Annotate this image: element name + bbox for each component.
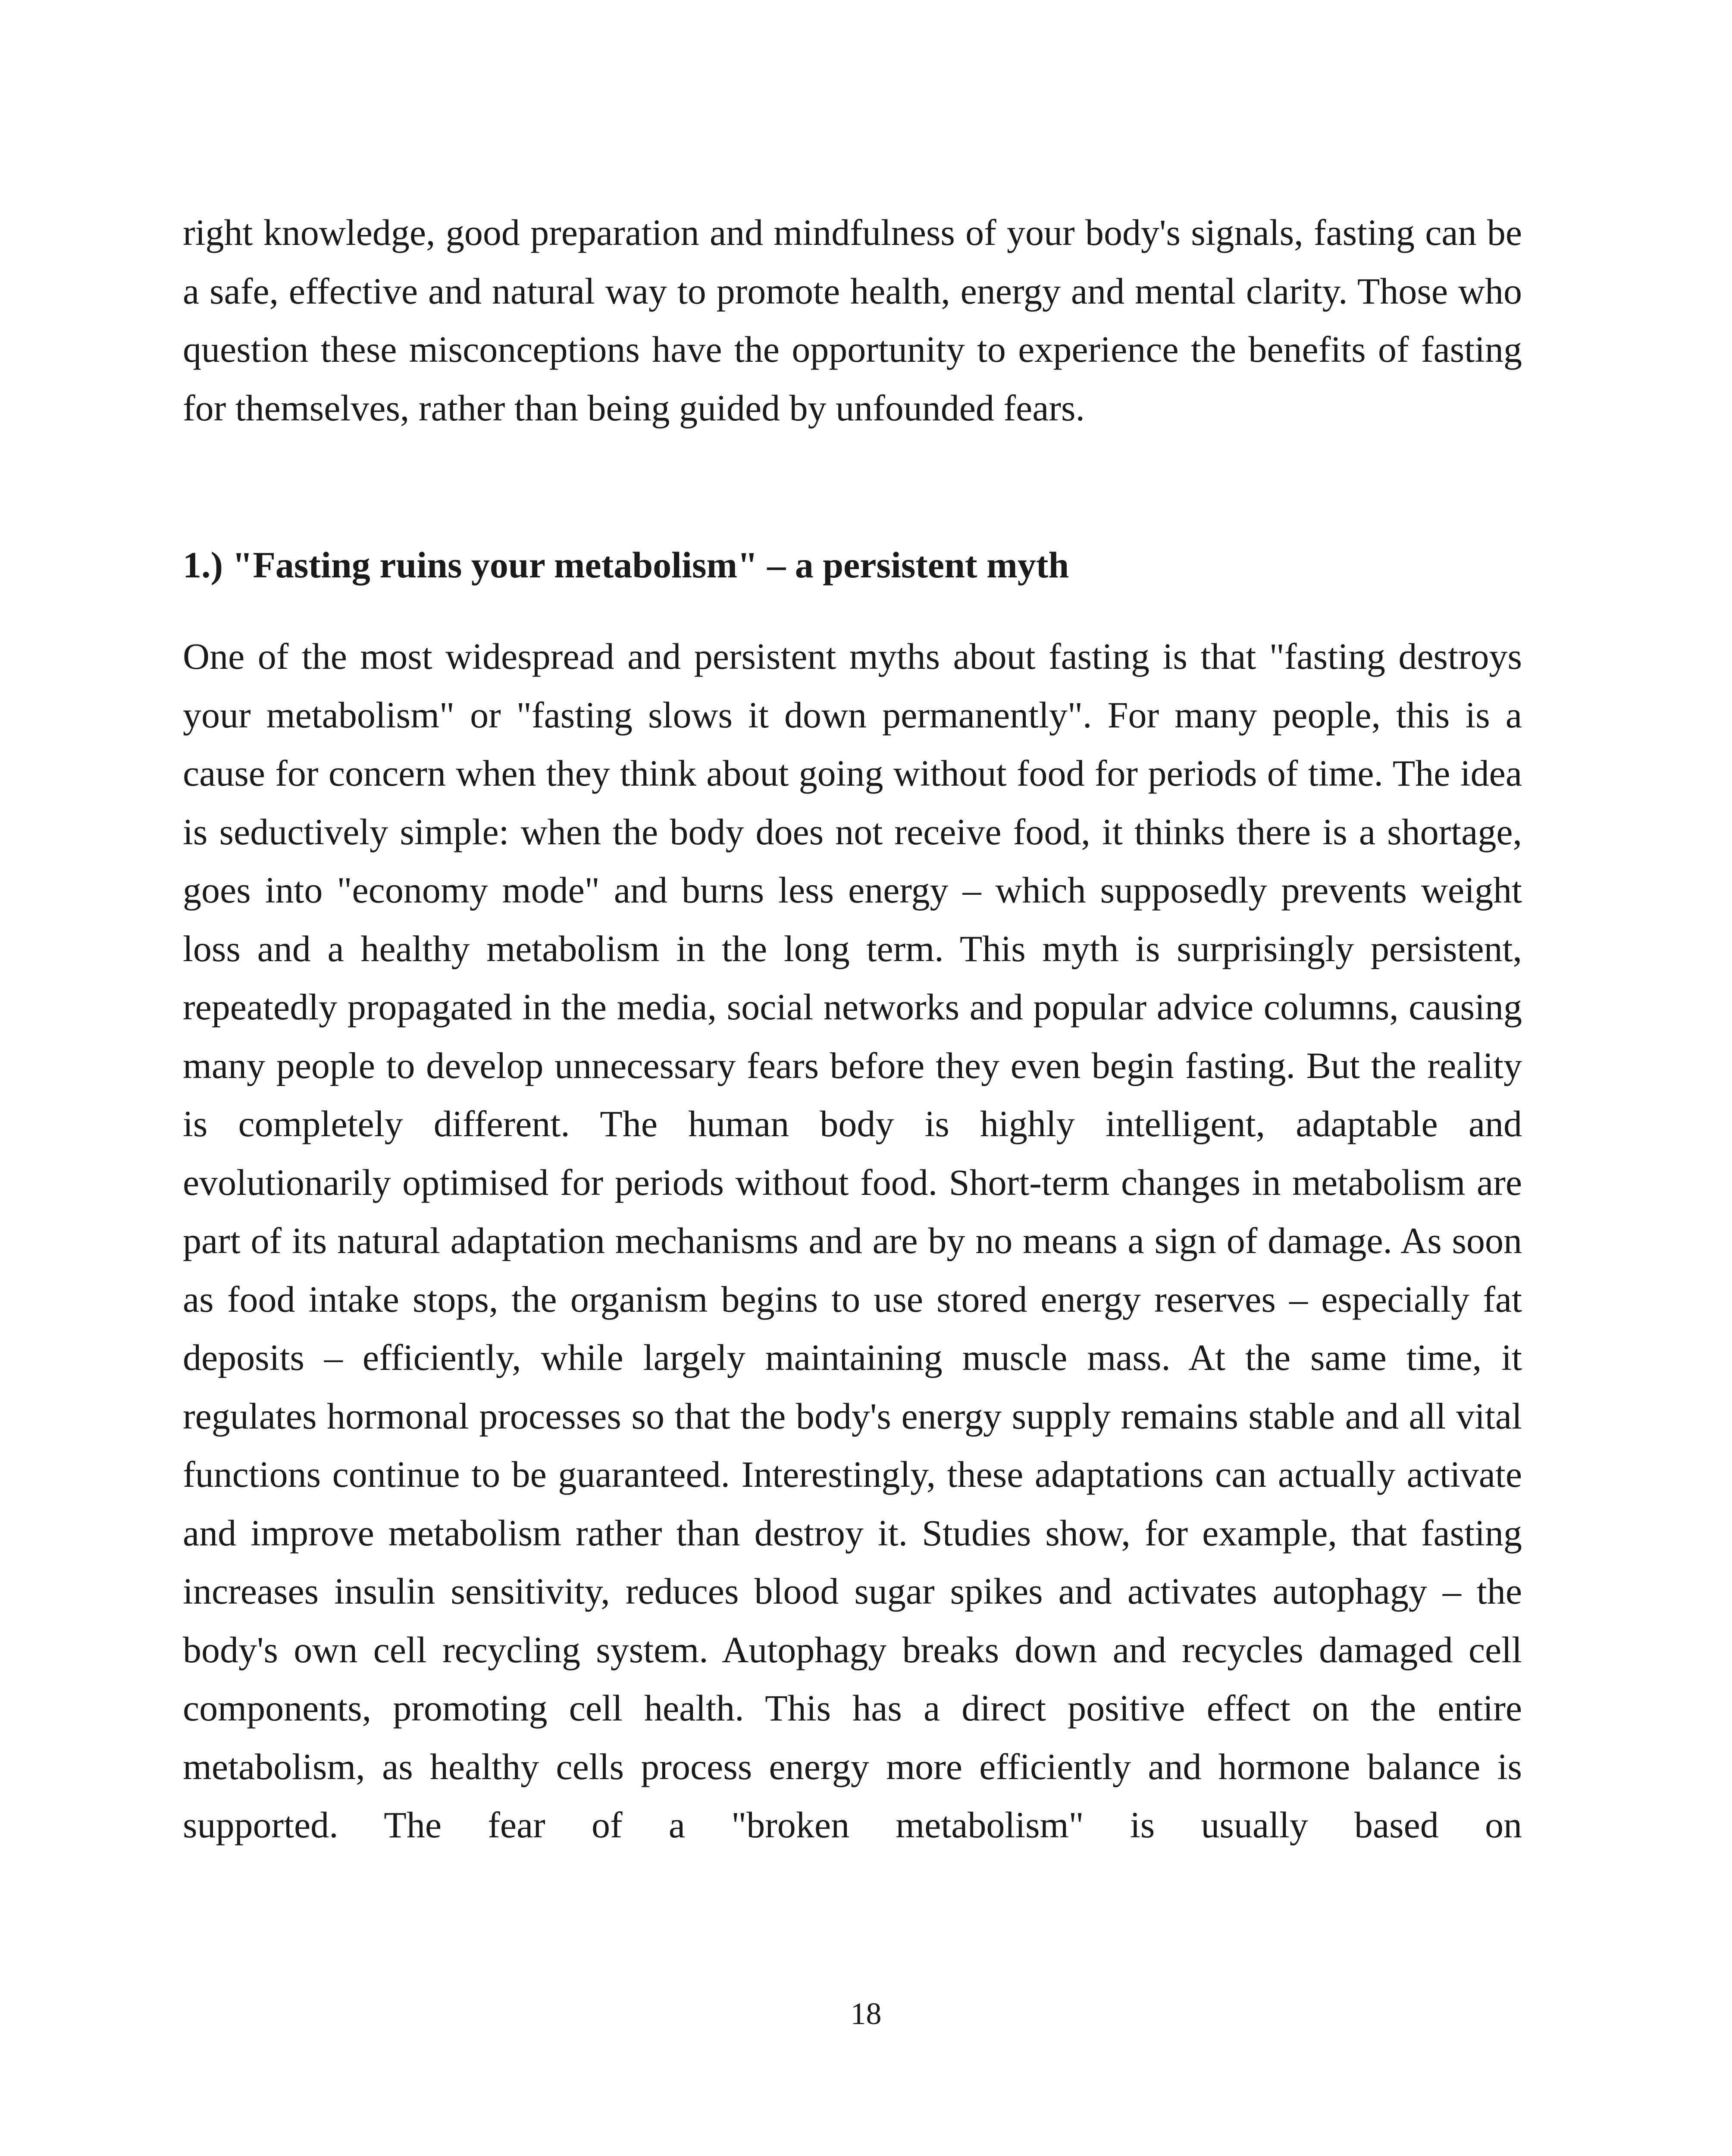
body-paragraph-intro: right knowledge, good preparation and mindfulness of your body's signals, fasting can be a safe, effective and natural way to promote health, energy and mental clarity. Those who question these misconceptions have the opportunity to experience the benefits of fasting for themselves, rather than being guided by unfounded fears. [183,212,1522,429]
section-heading: 1.) "Fasting ruins your metabolism" – a persistent myth [183,544,1069,586]
body-paragraph-main: One of the most widespread and persistent myths about fasting is that "fasting destroys your metabolism" or "fasting slows it down permanently". For many people, this is a cause for concern when they think about going without food for periods of time. The idea is seductively simple: when the body does not receive food, it thinks there is a shortage, goes into "economy mode" and burns less energy – which supposedly prevents weight loss and a healthy metabolism in the long term. This myth is surprisingly persistent, repeatedly propagated in the media, social networks and popular advice columns, causing many people to develop unnecessary fears before they even begin fasting. But the reality is completely different. The human body is highly intelligent, adaptable and evolutionarily optimised for periods without food. Short-term changes in metabolism are part of its natural adaptation mechanisms and are by no means a sign of damage. As soon as food intake stops, the organism begins to use stored energy reserves – especially fat deposits – efficiently, while largely maintaining muscle mass. At the same time, it regulates hormonal processes so that the body's energy supply remains stable and all vital functions continue to be guaranteed. Interestingly, these adaptations can actually activate and improve metabolism rather than destroy it. Studies show, for example, that fasting increases insulin sensitivity, reduces blood sugar spikes and activates autophagy – the body's own cell recycling system. Autophagy breaks down and recycles damaged cell components, promoting cell health. This has a direct positive effect on the entire metabolism, as healthy cells process energy more efficiently and hormone balance is supported. The fear of a "broken metabolism" is usually based on [183,636,1522,1846]
page-number: 18 [850,1996,882,2031]
